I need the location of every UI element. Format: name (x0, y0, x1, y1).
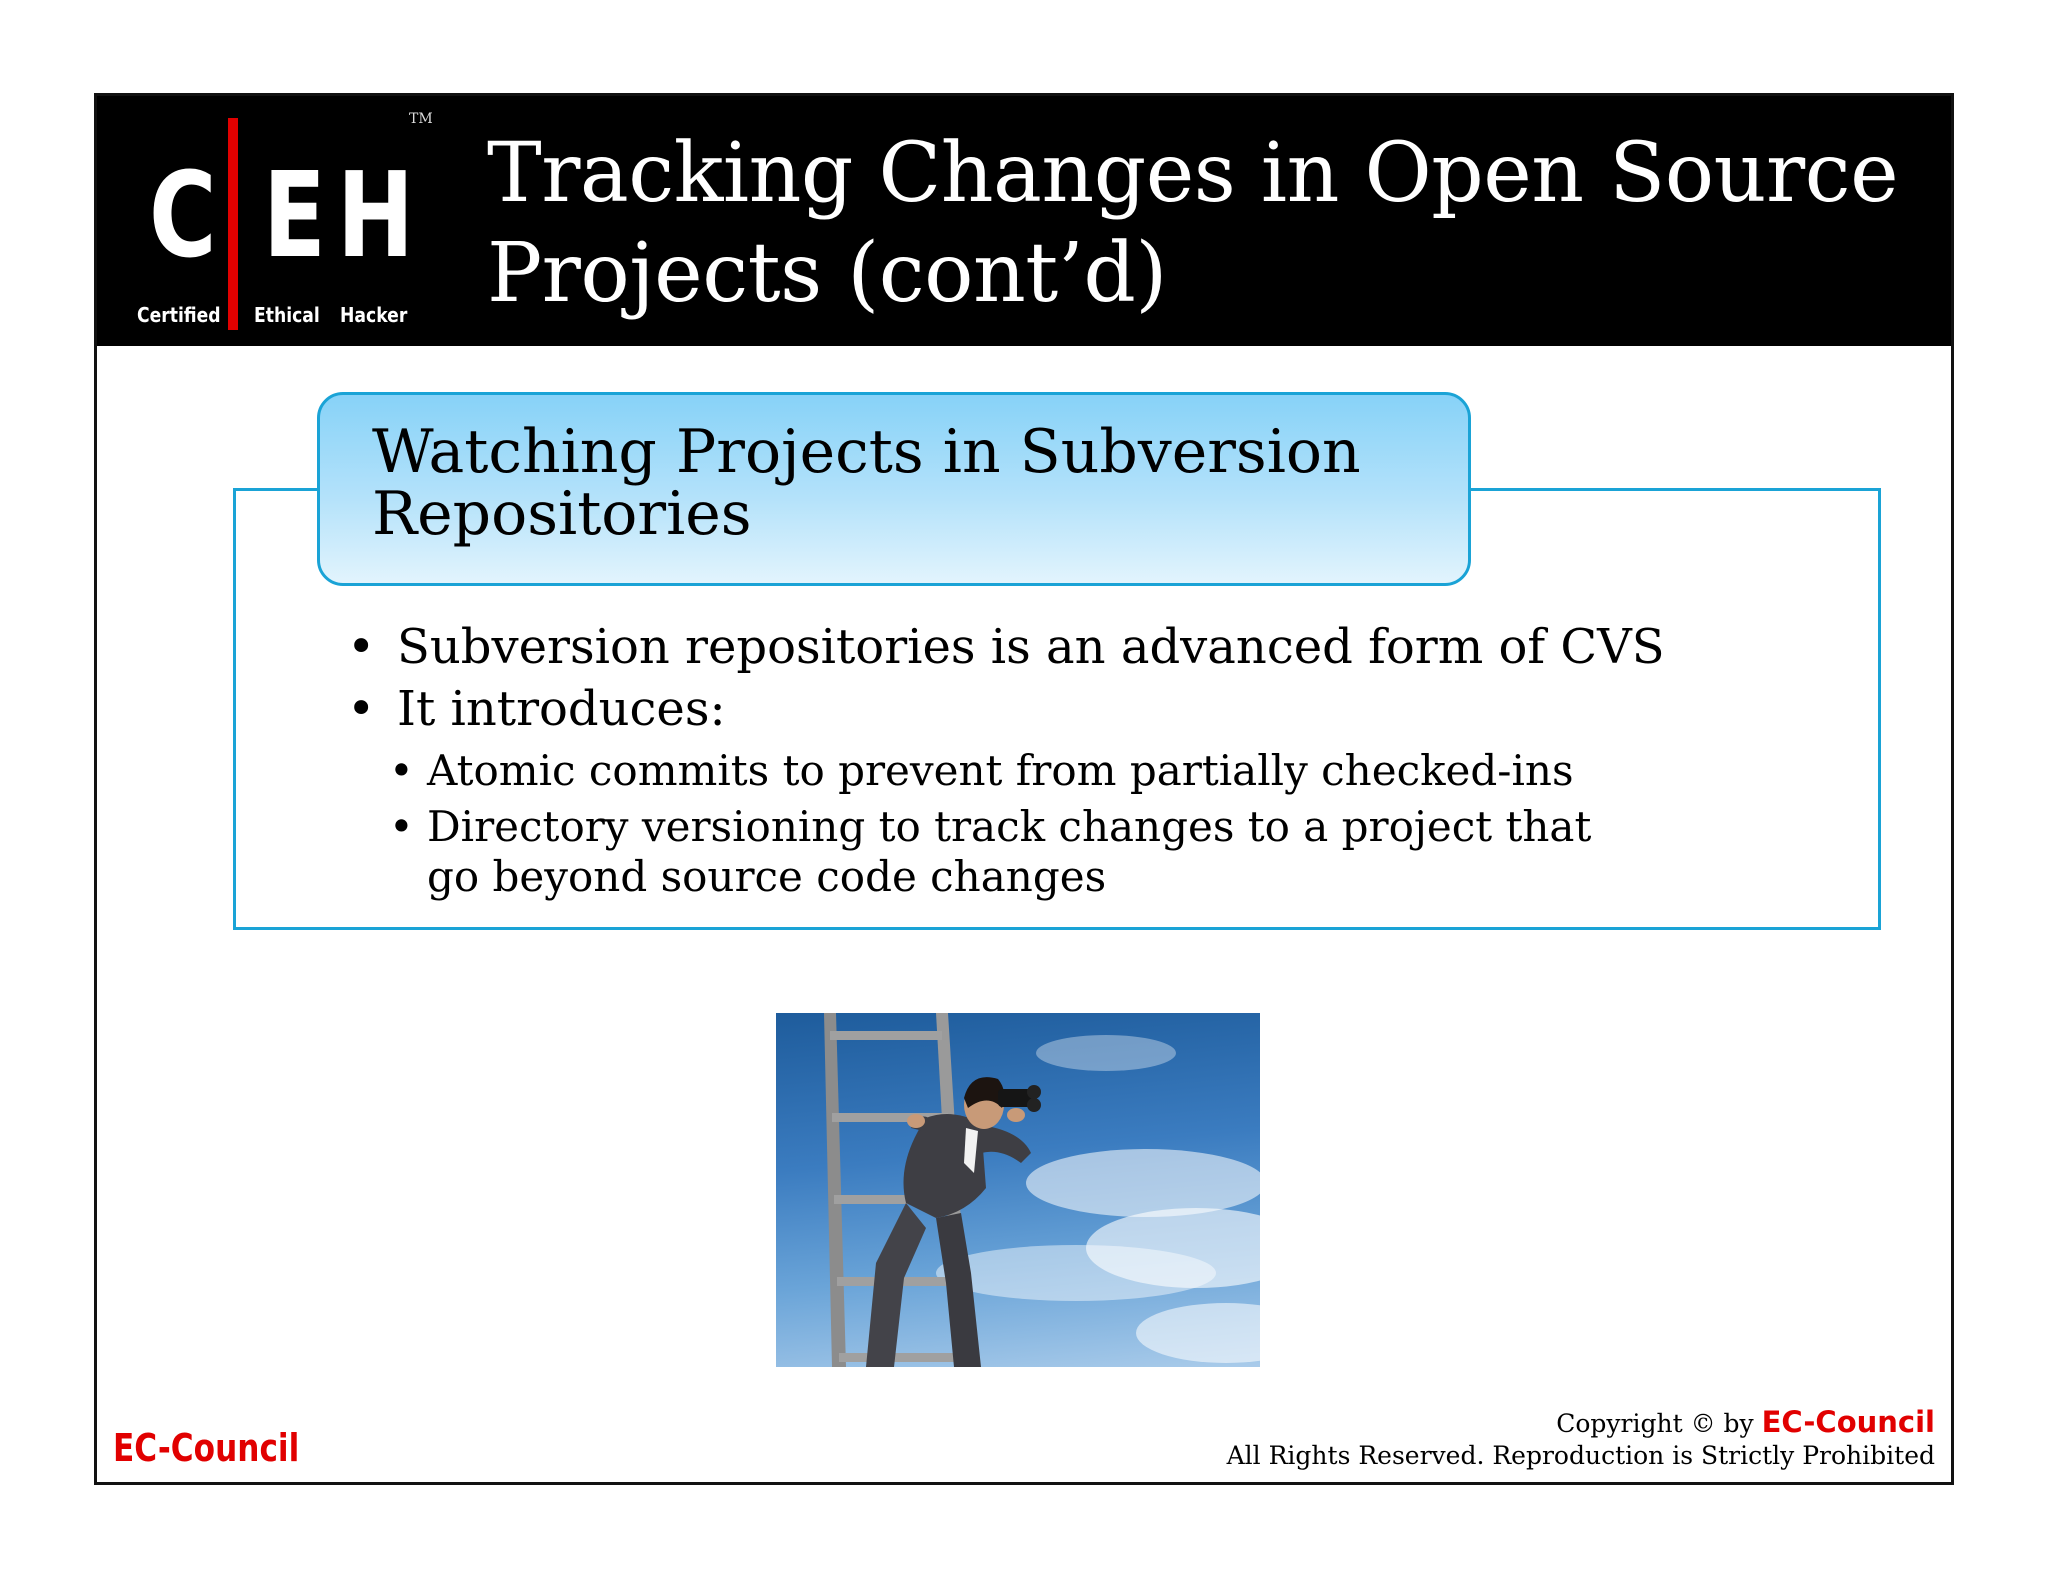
footer-brand-logo: EC-Council (113, 1426, 300, 1470)
bullet-item: • Subversion repositories is an advanced form of CVS (347, 616, 1747, 678)
sub-bullet-item: • Atomic commits to prevent from partially checked-ins (389, 746, 1747, 796)
slide (94, 93, 1954, 1485)
rights-reserved: All Rights Reserved. Reproduction is Strictly Prohibited (1226, 1441, 1935, 1470)
logo-trademark: TM (409, 111, 433, 127)
sub-bullet-item: • Directory versioning to track changes to a project that go beyond source code changes (389, 802, 1597, 902)
logo-letter-c: C (149, 146, 217, 284)
logo-divider-bar (228, 118, 238, 330)
bullet-list (347, 616, 1747, 902)
logo-word-ethical: Ethical (254, 303, 320, 327)
ceh-logo (137, 106, 433, 336)
copyright-prefix: Copyright © by (1556, 1409, 1754, 1438)
logo-word-certified: Certified (137, 303, 221, 327)
logo-letter-e: E (263, 146, 326, 284)
photo-woman-binoculars-ladder (776, 1013, 1260, 1367)
bullet-item: • It introduces: (347, 678, 1747, 740)
section-heading: Watching Projects in Subversion Repositories (372, 417, 1361, 549)
logo-letter-h: H (337, 146, 415, 284)
slide-header (97, 96, 1951, 346)
logo-word-hacker: Hacker (340, 303, 408, 327)
copyright-notice (1227, 1406, 1935, 1472)
copyright-line (1227, 1406, 1935, 1440)
photo-illustration (776, 1013, 1260, 1367)
copyright-brand: EC-Council (1761, 1405, 1935, 1439)
slide-title: Tracking Changes in Open Source Projects (cont’d) (487, 126, 1899, 321)
section-heading-tab (317, 392, 1471, 586)
